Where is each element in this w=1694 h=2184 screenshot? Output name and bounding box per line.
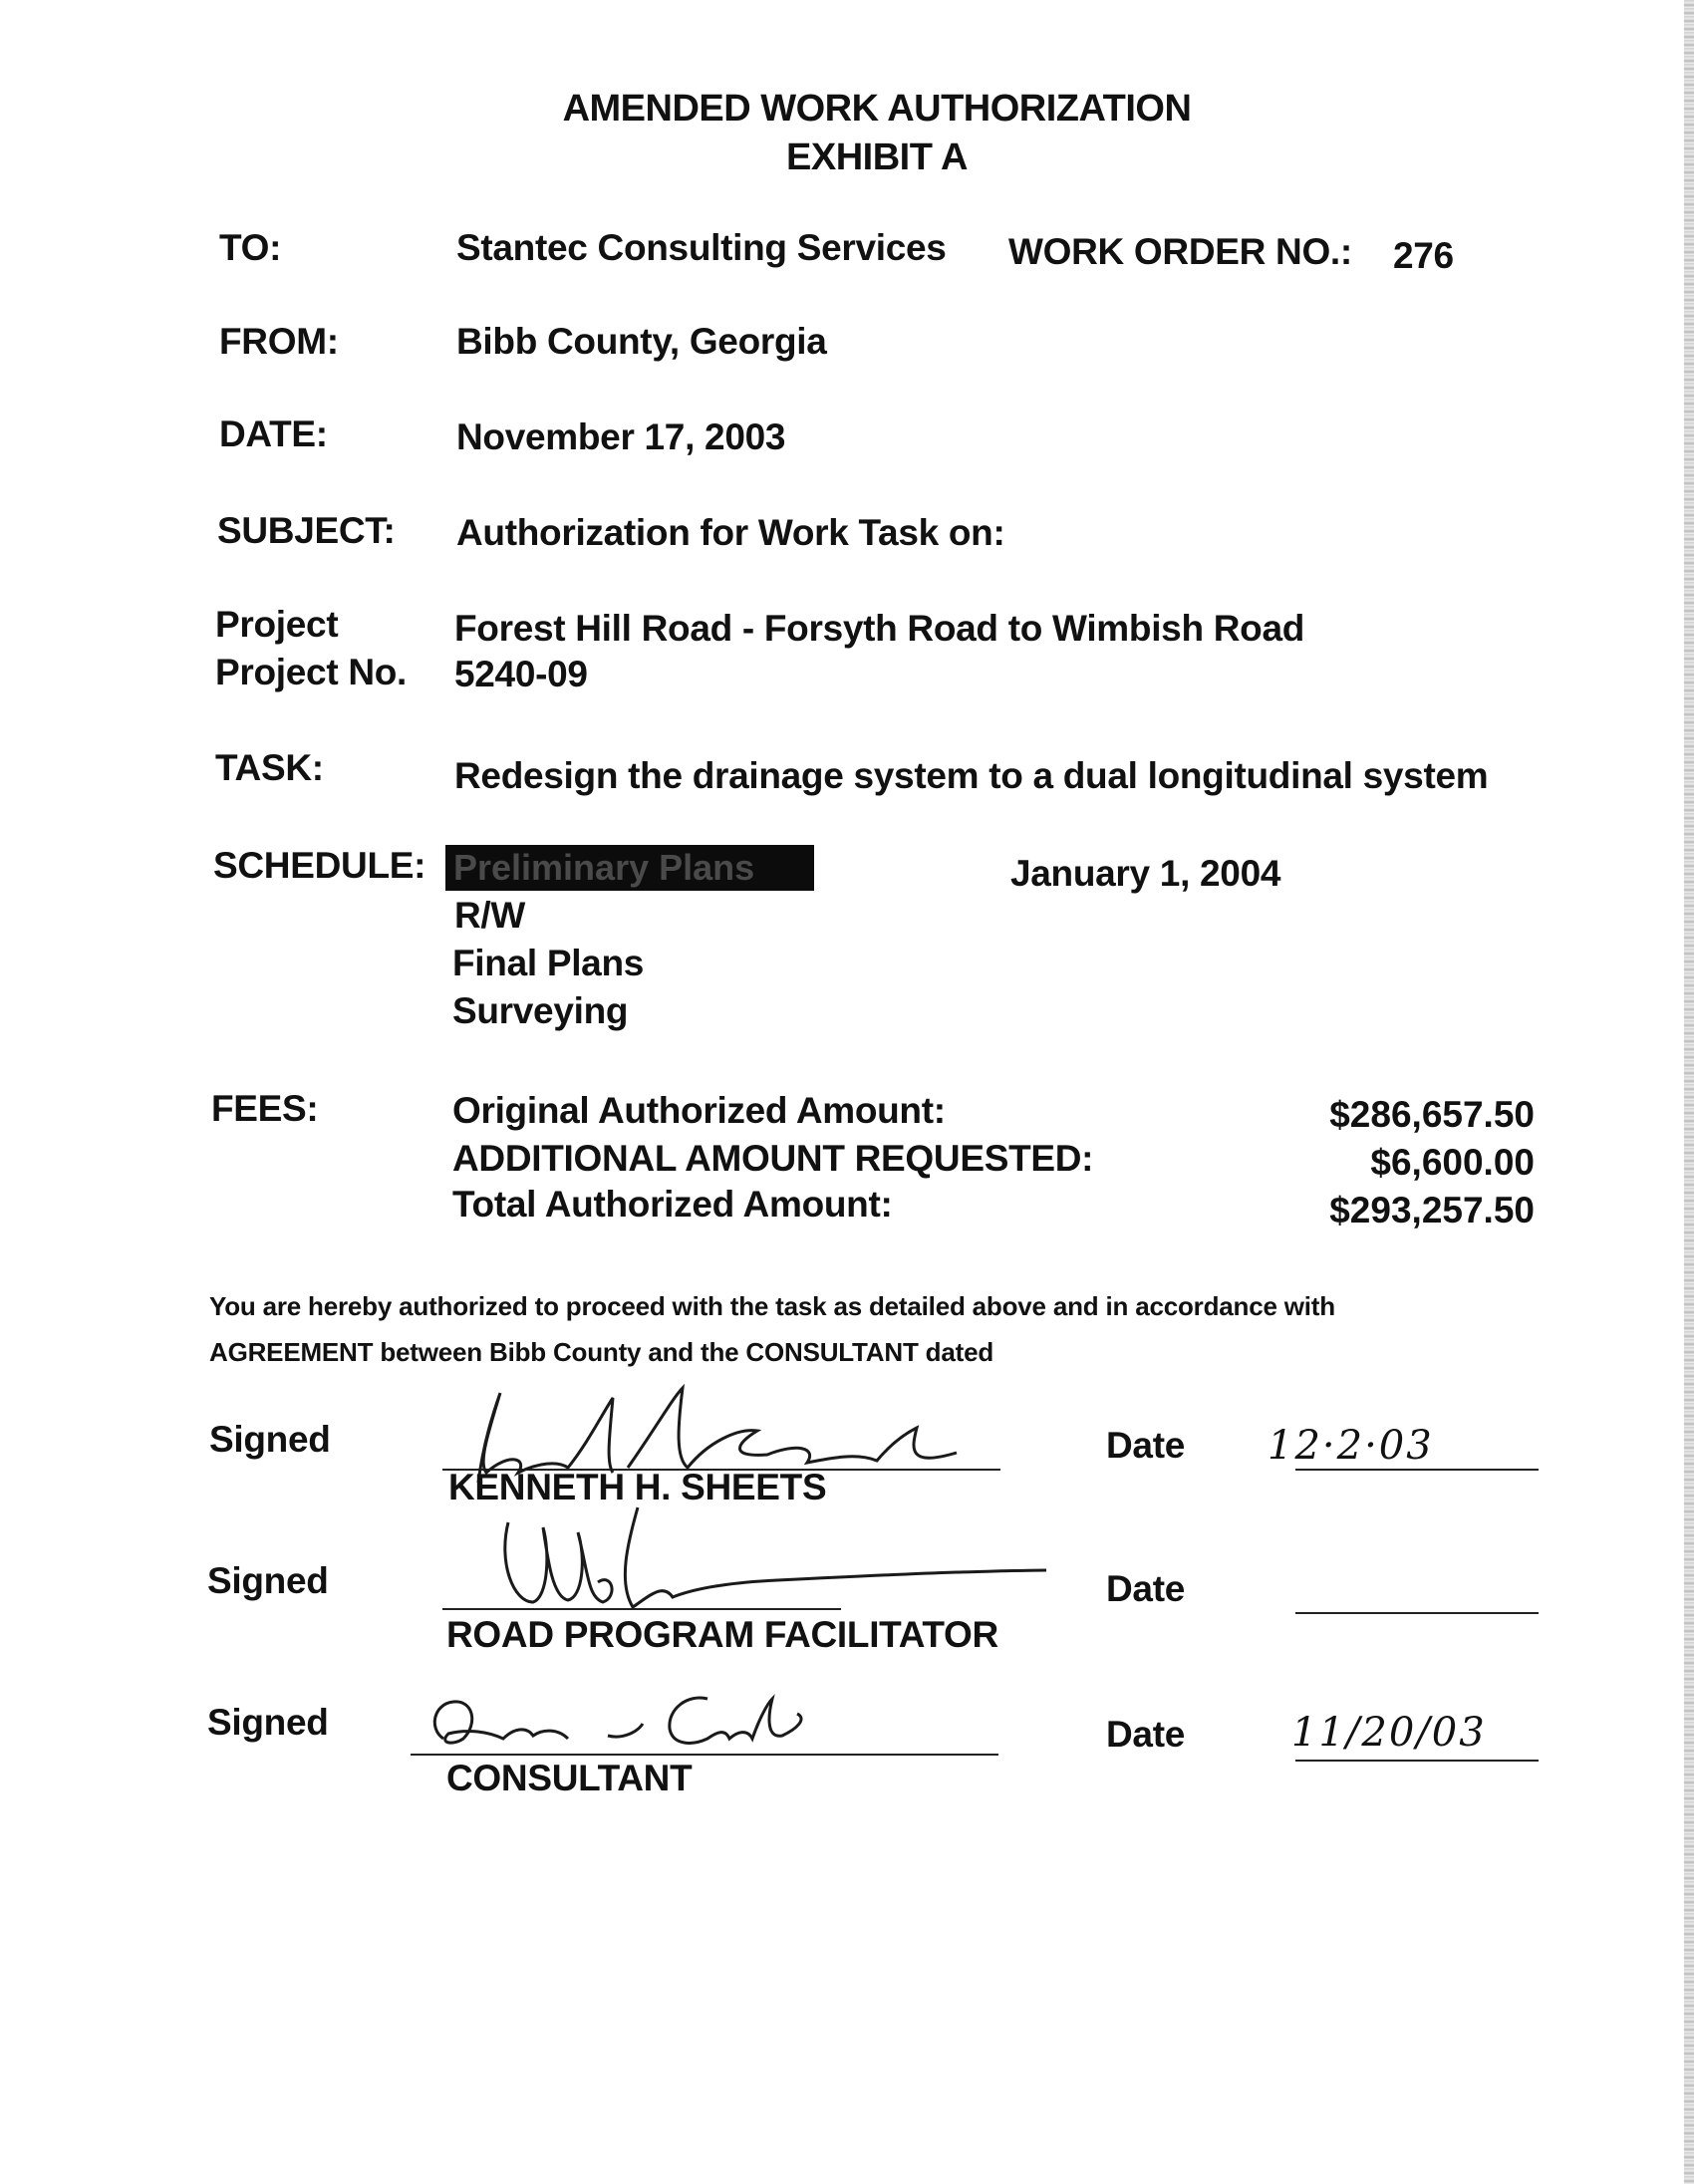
date-label-sig-1: Date [1106,1425,1185,1466]
authorization-text-line1: You are hereby authorized to proceed with the task as detailed above and in accordance with [209,1291,1335,1321]
from-value: Bibb County, Georgia [456,321,827,362]
schedule-date-preliminary-plans: January 1, 2004 [1010,853,1281,894]
date-line-2 [1295,1612,1539,1614]
handwritten-date-3: 11/20/03 [1291,1710,1487,1756]
schedule-item-preliminary-plans-redacted: Preliminary Plans [445,845,814,891]
signatory-name-1: KENNETH H. SHEETS [448,1467,827,1507]
fee-total-label: Total Authorized Amount: [452,1184,893,1225]
document-subtitle: EXHIBIT A [786,136,968,178]
handwritten-signature-3 [409,1684,827,1764]
from-label: FROM: [219,321,339,362]
project-value: Forest Hill Road - Forsyth Road to Wimbish Road [454,608,1305,649]
document-title: AMENDED WORK AUTHORIZATION [562,88,1192,130]
date-line-3 [1295,1760,1539,1762]
fee-original-amount: $286,657.50 [1329,1094,1535,1135]
fee-total-amount: $293,257.50 [1329,1190,1535,1230]
work-order-value: 276 [1393,235,1454,276]
signature-line-3 [411,1754,998,1756]
date-label-sig-2: Date [1106,1568,1185,1609]
project-label: Project [215,604,339,645]
signed-label-3: Signed [207,1702,329,1743]
schedule-item-surveying: Surveying [452,990,629,1031]
fee-additional-label: ADDITIONAL AMOUNT REQUESTED: [452,1138,1094,1179]
subject-label: SUBJECT: [217,510,396,551]
date-label-sig-3: Date [1106,1714,1185,1755]
authorization-text-line2: AGREEMENT between Bibb County and the CONSULTANT dated [209,1337,994,1367]
date-line-1 [1295,1469,1539,1471]
scan-edge-artifact [1684,0,1694,2184]
work-order-label: WORK ORDER NO.: [1008,231,1352,272]
schedule-item-final-plans: Final Plans [452,943,645,983]
handwritten-signature-2 [438,1502,1056,1622]
task-value: Redesign the drainage system to a dual longitudinal system [454,755,1489,796]
fee-original-label: Original Authorized Amount: [452,1090,946,1131]
handwritten-date-1: 12·2·03 [1268,1423,1434,1469]
signatory-name-2: ROAD PROGRAM FACILITATOR [446,1614,998,1655]
to-label: TO: [219,227,282,268]
signed-label-2: Signed [207,1560,329,1601]
signature-line-2 [442,1608,841,1610]
task-label: TASK: [215,747,324,788]
date-label: DATE: [219,413,328,454]
project-no-label: Project No. [215,652,408,692]
project-no-value: 5240-09 [454,654,588,694]
schedule-item-rw: R/W [454,895,526,936]
date-value: November 17, 2003 [456,416,786,457]
signed-label-1: Signed [209,1419,331,1460]
fees-label: FEES: [211,1088,319,1129]
fee-additional-amount: $6,600.00 [1370,1142,1535,1183]
signatory-name-3: CONSULTANT [446,1758,693,1798]
to-value: Stantec Consulting Services [456,227,947,268]
subject-value: Authorization for Work Task on: [456,512,1005,553]
schedule-label: SCHEDULE: [213,845,426,886]
